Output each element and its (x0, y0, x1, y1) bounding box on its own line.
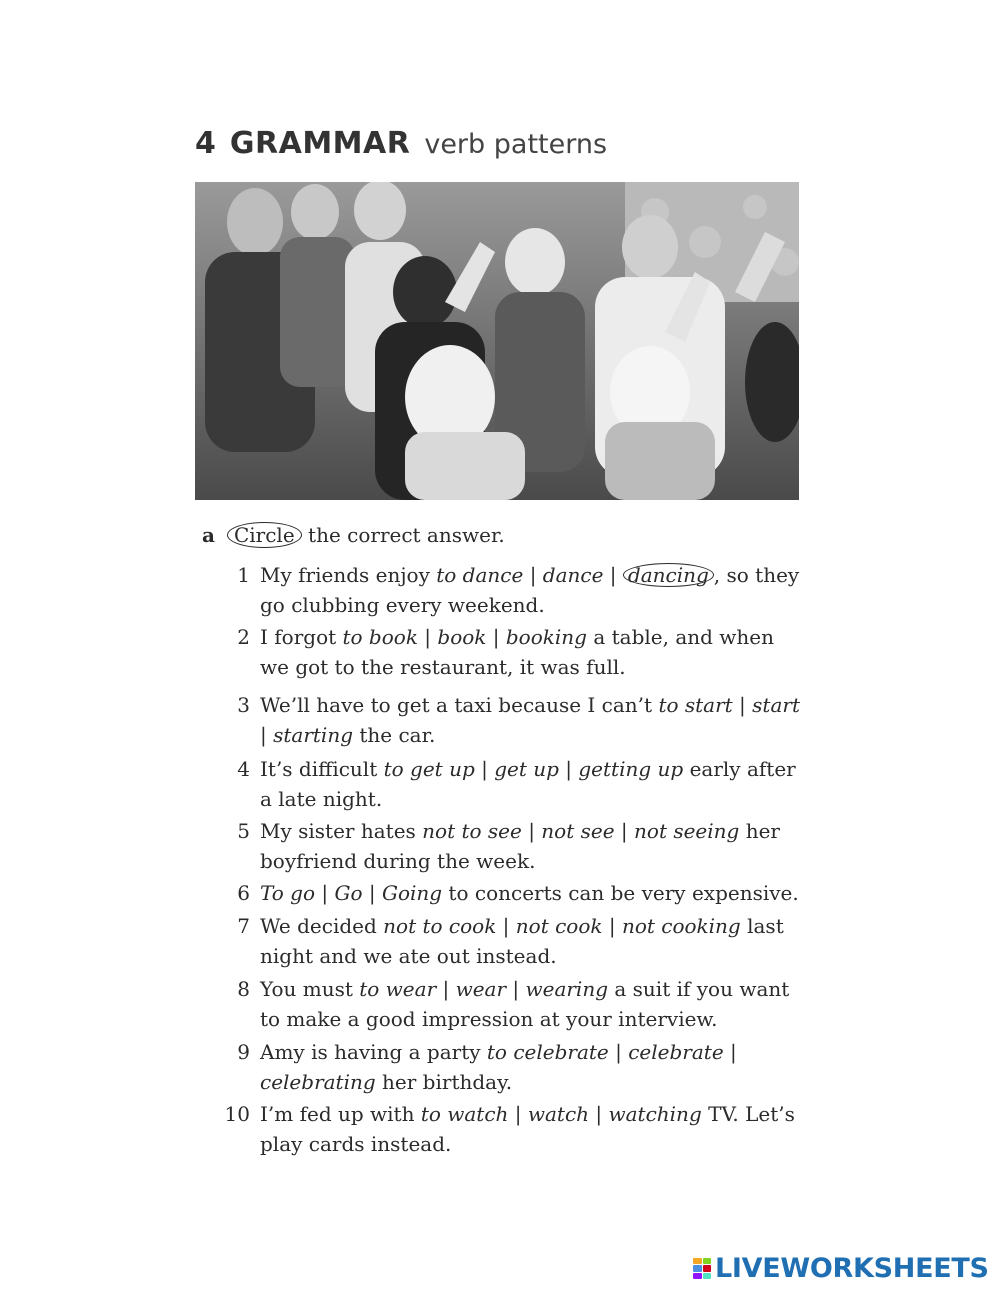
instruction-text: the correct answer. (301, 523, 505, 547)
item-sentence (260, 1099, 800, 1159)
option-separator: | (602, 914, 622, 938)
sentence-start: We’ll have to get a taxi because I can’t (260, 693, 659, 717)
answer-option[interactable]: not to cook (383, 914, 497, 938)
section-topic: verb patterns (424, 129, 608, 160)
answer-option[interactable]: to start (658, 693, 733, 717)
answer-option[interactable]: not seeing (634, 819, 740, 843)
brand-name: LIVEWORKSHEETS (715, 1253, 989, 1284)
answer-option[interactable]: not see (541, 819, 615, 843)
item-sentence (260, 974, 800, 1034)
exercise-item-8 (237, 974, 800, 1034)
exercise-item-2 (237, 622, 800, 682)
exercise-item-5 (237, 816, 800, 876)
item-sentence (260, 878, 800, 908)
item-sentence (260, 754, 800, 814)
answer-option[interactable]: watching (608, 1102, 702, 1126)
sentence-start: I’m fed up with (260, 1102, 421, 1126)
sentence-start: It’s difficult (260, 757, 384, 781)
sentence-start: We decided (260, 914, 384, 938)
exercise-letter: a (202, 523, 215, 547)
item-sentence (260, 690, 800, 750)
answer-option[interactable]: Go (334, 881, 363, 905)
sentence-end: the car. (353, 723, 436, 747)
option-separator: | (362, 881, 382, 905)
answer-option[interactable]: not cooking (621, 914, 741, 938)
sentence-start: Amy is having a party (260, 1040, 487, 1064)
item-number: 10 (224, 1102, 250, 1126)
exercise-item-1 (237, 560, 800, 620)
answer-option[interactable]: celebrating (260, 1070, 376, 1094)
item-number: 2 (237, 625, 250, 649)
answer-option[interactable]: To go (260, 881, 316, 905)
option-separator: | (417, 625, 438, 649)
answer-option[interactable]: dancing (623, 563, 714, 587)
answer-option[interactable]: get up (494, 757, 559, 781)
option-separator: | (614, 819, 635, 843)
item-sentence (260, 622, 800, 682)
option-separator: | (506, 977, 526, 1001)
sentence-end: a table, and when we got to the restaurant, it was full. (260, 625, 774, 679)
sentence-end: last night and we ate out instead. (260, 914, 784, 968)
answer-option[interactable]: to watch (420, 1102, 509, 1126)
option-separator: | (608, 1040, 629, 1064)
option-separator: | (521, 819, 542, 843)
exercise-instruction (202, 522, 505, 548)
sentence-end: TV. Let’s play cards instead. (260, 1102, 795, 1156)
option-separator: | (523, 563, 543, 587)
exercise-item-10 (224, 1099, 800, 1159)
section-number: 4 (195, 126, 216, 161)
option-separator: | (496, 914, 516, 938)
sentence-end: , so they go clubbing every weekend. (260, 563, 800, 617)
logo-square (693, 1265, 702, 1272)
exercise-item-6 (237, 878, 800, 908)
answer-option[interactable]: booking (505, 625, 587, 649)
item-number: 5 (237, 819, 250, 843)
answer-option[interactable]: watch (527, 1102, 590, 1126)
answer-option[interactable]: celebrate (628, 1040, 724, 1064)
item-number: 8 (237, 977, 250, 1001)
sentence-end: her birthday. (375, 1070, 513, 1094)
option-separator: | (474, 757, 495, 781)
liveworksheets-logo (693, 1253, 989, 1284)
option-separator: | (558, 757, 579, 781)
option-separator: | (260, 723, 274, 747)
exercise-item-9 (237, 1037, 800, 1097)
item-number: 9 (237, 1040, 250, 1064)
answer-option[interactable]: to get up (383, 757, 475, 781)
sentence-start: You must (260, 977, 360, 1001)
answer-option[interactable]: to celebrate (486, 1040, 609, 1064)
sentence-start: My sister hates (260, 819, 423, 843)
answer-option[interactable]: wear (455, 977, 507, 1001)
item-number: 1 (237, 563, 250, 587)
exercise-item-3 (237, 690, 800, 750)
logo-square (703, 1258, 712, 1265)
sentence-end: to concerts can be very expensive. (442, 881, 799, 905)
item-number: 7 (237, 914, 250, 938)
item-number: 6 (237, 881, 250, 905)
item-sentence (260, 1037, 800, 1097)
item-number: 3 (237, 693, 250, 717)
answer-option[interactable]: wearing (525, 977, 609, 1001)
item-sentence (260, 911, 800, 971)
liveworksheets-logo-icon (693, 1258, 711, 1280)
item-number: 4 (237, 757, 250, 781)
logo-square (693, 1258, 702, 1265)
answer-option[interactable]: starting (273, 723, 354, 747)
answer-option[interactable]: not to see (422, 819, 522, 843)
sentence-end: a suit if you want to make a good impression at your interview. (260, 977, 790, 1031)
party-photo-illustration (195, 182, 799, 500)
logo-square (703, 1265, 712, 1272)
answer-option[interactable]: book (437, 625, 487, 649)
option-separator: | (486, 625, 506, 649)
exercise-item-7 (237, 911, 800, 971)
section-heading (195, 126, 607, 161)
answer-option[interactable]: start (752, 693, 800, 717)
exercise-item-4 (237, 754, 800, 814)
option-separator: | (603, 563, 623, 587)
answer-option[interactable]: to dance (436, 563, 524, 587)
section-title: GRAMMAR (229, 126, 411, 161)
option-separator: | (315, 881, 335, 905)
answer-option[interactable]: dance (542, 563, 604, 587)
sentence-end: early after a late night. (260, 757, 796, 811)
logo-square (703, 1273, 712, 1280)
option-separator: | (732, 693, 753, 717)
party-photo (195, 182, 799, 500)
answer-option[interactable]: Going (381, 881, 443, 905)
answer-option[interactable]: getting up (578, 757, 684, 781)
item-sentence (260, 560, 800, 620)
option-separator: | (589, 1102, 609, 1126)
option-separator: | (508, 1102, 528, 1126)
circled-instruction-word: Circle (227, 522, 302, 548)
answer-option[interactable]: to wear (359, 977, 437, 1001)
sentence-start: My friends enjoy (260, 563, 437, 587)
answer-option[interactable]: not cook (515, 914, 603, 938)
sentence-end: her boyfriend during the week. (260, 819, 780, 873)
logo-square (693, 1273, 702, 1280)
answer-option[interactable]: to book (342, 625, 418, 649)
option-separator: | (436, 977, 456, 1001)
option-separator: | (723, 1040, 737, 1064)
item-sentence (260, 816, 800, 876)
sentence-start: I forgot (260, 625, 343, 649)
